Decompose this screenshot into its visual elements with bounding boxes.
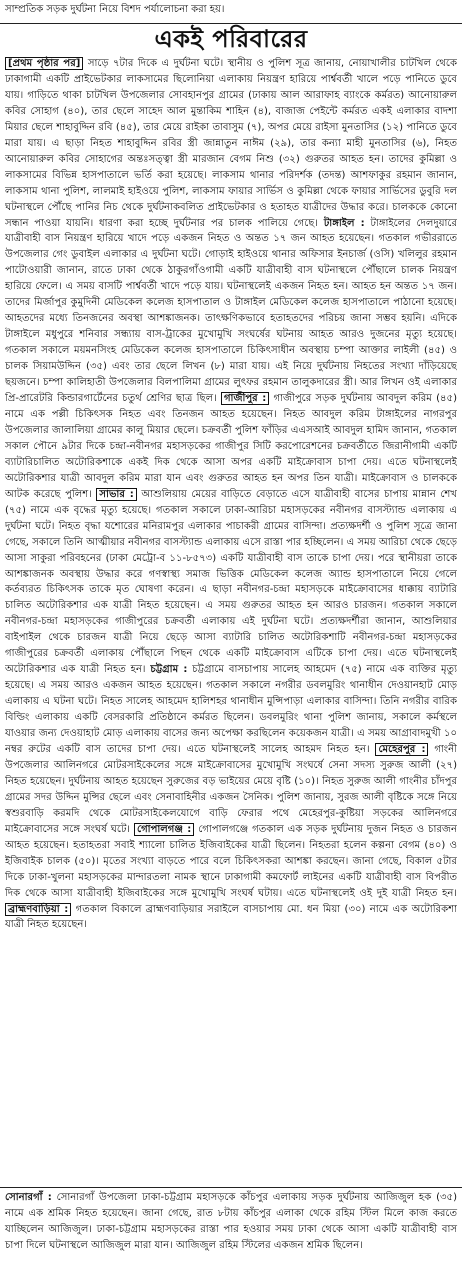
dateline: গোপালগঞ্জ : [134,823,194,836]
section-text: আশুলিয়ায় মেয়ের বাড়িতে বেড়াতে এসে যাত্রীবাহী বাসের চাপায় মান্নান শেখ (৭৫) নামে এক বৃদ্ধের মৃত্যু হয়েছে। গতকাল সকালে ঢাকা-আরিচা মহাসড়কের নবীনগর বাসস্ট্যান্ড এলাকায় এ দুর্ঘটনা ঘটে। নিহত বৃদ্ধা যশোরের মনিরামপুর এলাকার পাচাকরী গ্রামের বাসিন্দা। প্রত্যক্ষদর্শী ও পুলিশ সূত্রে জানা গেছে, সকালে তিনি আত্মীয়ার নবীনগর বাসস্ট্যান্ড এলাকায় এসে রাস্তা পার হচ্ছিলেন। এ সময় আরিচা থেকে ছেড়ে আসা সাকুরা পরিবহনের (ঢাকা মেট্রো-ব ১১-৮৫৭৩) একটি যাত্রীবাহী বাস তাকে চাপা দেয়। পরে স্থানীয়রা তাকে আশঙ্কাজনক অবস্থায় উদ্ধার করে গণস্বাস্থ্য সমাজ ভিত্তিক মেডিকেল কলেজ অ্যান্ড হাসপাতালে নিয়ে গেলে কর্তব্যরত চিকিৎসক তাকে মৃত ঘোষণা করেন। এ ছাড়া নবীনগর-চন্দ্রা মহাসড়কে মাইক্রোবাসের ধাক্কায় ব্যাটারি চালিত অটোরিকশার এক যাত্রী নিহত হয়েছেন। এ সময় গুরুতর আহত হন আরও চারজন। গতকাল সকালে নবীনগর-চন্দ্রা মহাসড়কের গাজীপুরের চক্রবর্তী এলাকায় এই দুর্ঘটনা ঘটে। প্রত্যক্ষদর্শীরা জানান, আশুলিয়ার বাইপাইল থেকে চারজন যাত্রী নিয়ে ছেড়ে আসা ব্যাটারি চালিত অটোরিকশাটি নবীনগর-চন্দ্রা মহাসড়কের গাজীপুরের চক্রবর্তী এলাকায় পৌঁছালে পিছন থেকে একটি মাইক্রোবাস এটিকে চাপা দেয়। এতে ঘটনাস্থলেই অটোরিকশার এক যাত্রী নিহত হন। [5,488,457,676]
dateline: চট্টগ্রাম : [150,664,188,676]
dateline: মেহেরপুর : [375,743,428,756]
section-text: চট্টগ্রামে বাসচাপায় সালেহ আহমেদ (৭৫) নামে এক ব্যক্তির মৃত্যু হয়েছে। এ সময় আরও একজন আহত হয়েছেন। গতকাল সকালে নগরীর ডবলমুরিং থানাধীন দেওয়ানহাট মোড় এলাকায় এ ঘটনা ঘটে। নিহত সালেহ আহমেদ হালিশহর থানাধীন মুন্সিপাড়া এলাকার বাসিন্দা। তিনি নগরীর বারিক বিল্ডিং এলাকায় একটি বেসরকারি প্রতিষ্ঠানে কর্মরত ছিলেন। ডবলমুরিং থানা পুলিশ জানায়, সকালে কর্মস্থলে যাওয়ার জন্য দেওয়াহাট মোড় এলাকায় বাসের জন্য অপেক্ষা করছিলেন কয়েকজন যাত্রী। এ সময় আগ্রাবাদমুখী ১০ নম্বর রুটের একটি বাস তাদের চাপা দেয়। এতে ঘটনাস্থলেই সালেহ আহমদ নিহত হন। [5,664,457,755]
dateline: গাজীপুর : [221,392,269,405]
dateline: টাঙ্গাইল : [323,217,365,229]
section-text: গোপালগঞ্জে গতকাল এক সড়ক দুর্ঘটনায় দুজন নিহত ও চারজন আহত হয়েছেন। হতাহতরা সবাই শ্যালো চালিত ইজিবাইকের যাত্রী ছিলেন। নিহতরা হলেন কল্পনা বেগম (৪০) ও ইজিবাইক চালক (৫০)। মৃতের সংখ্যা বাড়তে পারে বলে চিকিৎসকরা আশঙ্কা করছেন। জানা গেছে, বিকাল ৫টার দিকে ঢাকা-খুলনা মহাসড়কের মান্দারতলা নামক স্থানে ঢাকাগামী কমফোর্ট লাইনের একটি যাত্রীবাহী বাস বিপরীত দিক থেকে আসা যাত্রীবাহী ইজিবাইকের সঙ্গে মুখোমুখি সংঘর্ষ ঘটায়। এতে ঘটনাস্থলেই ওই দুই যাত্রী নিহত হন। [5,823,457,899]
section-chattogram [5,664,457,755]
section-text: গাংনী উপজেলার আলিনগরে মোটরসাইকেলের সঙ্গে মাইক্রোবাসের মুখোমুখি সংঘর্ষে সেনা সদস্য সুরুজ আলী (২৭) নিহত হয়েছেন। দুর্ঘটনায় আহত হয়েছেন সুরুজের বড় ভাইয়ের মেয়ে বৃষ্টি (১০)। নিহত সুরুজ আলী গাংনীর চাঁদপুর গ্রামের সদর উদ্দিন মুন্সির ছেলে এবং সেনাবাহিনীর একজন সৈনিক। পুলিশ জানায়, সুরজ আলী বৃষ্টিকে সঙ্গে নিয়ে স্বশুরবাড়ি করমদি থেকে মোটরসাইকেলযোগে বাড়ি ফেরার পথে মেহেরপুর-কুষ্টিয়া সড়কের আলিনগরে মাইক্রোবাসের সঙ্গে সংঘর্ষ ঘটে। [5,743,457,835]
section-tangail [5,218,457,404]
footer-section [0,1187,462,1284]
article-body [5,56,457,1185]
article-paragraph [5,56,457,933]
continued-label: [প্রথম পৃষ্ঠার পর] [5,57,83,70]
footer-paragraph [5,1190,457,1254]
footer-dateline: সোনারগাঁ : [5,1192,52,1203]
section-savar [5,488,457,675]
section-text: টাঙ্গাইলের দেলদুয়ারে যাত্রীবাহী বাস নিয়ন্ত্রণ হারিয়ে খাদে পড়ে একজন নিহত ও অন্তত ১৭ জন আহত হয়েছেন। গতকাল গভীররাতে উপজেলার গেং ডুবাইল এলাকার এ দুর্ঘটনা ঘটে। গোড়াই হাইওয়ে থানার অফিসার ইনচার্জ (ওসি) খলিলুর রহমান পাটোওয়ারী জানান, রাতে ঢাকা থেকে ঠাকুরগাঁওগামী একটি যাত্রীবাহী বাস ঘটনাস্থলে পৌঁছালে চালক নিয়ন্ত্রণ হারিয়ে ফেলে। এ সময় বাসটি পার্শ্ববর্তী খাদে পড়ে যায়। ঘটনাস্থলেই একজন নিহত হন। আহত হন অন্তত ১৭ জন। তাদের মির্জাপুর কুমুদিনী মেডিকেল কলেজ হাসপাতাল ও টাঙ্গাইল মেডিকেল কলেজ হাসপাতালে পাঠানো হয়েছে। আহতদের মধ্যে তিনজনের অবস্থা আশঙ্কাজনক। তাৎক্ষণিকভাবে হতাহতদের পরিচয় জানা সম্ভব হয়নি। এদিকে টাঙ্গাইলে মধুপুরে শনিবার সন্ধ্যায় বাস-ট্রাকের মুখোমুখি সংঘর্ষের ঘটনায় আহত আরও দুজনের মৃত্যু হয়েছে। গতকাল সকালে ময়মনসিংহ মেডিকেল কলেজ হাসপাতালে চিকিৎসাধীন অবস্থায় চম্পা আক্তার লাইলী (৪৫) ও চালক সিয়ামউদ্দিন (৩৫) এবং তার ছেলে লিখন (৮) মারা যায়। এই নিয়ে দুর্ঘটনায় নিহতের সংখ্যা দাঁড়িয়েছে ছয়জনে। চম্পা কালিহাতী উপজেলার বিলপালিমা গ্রামের লুৎফর রহমান তালুকদারের স্ত্রী। আর লিখন ওই এলাকার প্রি-প্রারেটরি কিন্ডারগার্টেনের চতুর্থ শ্রেণির ছাত্র ছিল। [5,217,457,405]
dateline: সাভার : [96,488,136,501]
dateline: ব্রাহ্মণবাড়িয়া : [5,903,71,916]
section-meherpur [5,743,457,835]
section-brahmanbaria [5,903,457,931]
section-text: গাজীপুরে সড়ক দুর্ঘটনায় আবদুল করিম (৪৫) নামে এক পল্লী চিকিৎসক নিহত এবং তিনজন আহত হয়েছেন। নিহত আবদুল করিম টাঙ্গাইলের নাগরপুর উপজেলার জালালিয়া গ্রামের কালু মিয়ার ছেলে। চক্রবর্তী পুলিশ ফাঁড়ির এএসআই আবদুল হামিদ জানান, গতকাল সকাল পৌনে ৯টার দিকে চন্দ্রা-নবীনগর মহাসড়কের গাজীপুর সিটি করপোরেশনের চক্রবর্তীতে জিরানীগামী একটি ব্যাটারিচালিত অটোরিকশাকে একই দিক থেকে আসা অপর একটি মাইক্রোবাস চাপা দেয়। এতে ঘটনাস্থলেই অটোরিকশার যাত্রী আবদুল করিম মারা যান এবং গুরুতর আহত হন অপর তিন যাত্রী। মাইক্রোবাস ও চালককে আটক করেছে পুলিশ। [5,393,457,500]
intro-line: সাম্প্রতিক সড়ক দুর্ঘটনা নিয়ে বিশদ পর্যালোচনা করা হয়। [0,0,462,24]
headline: একই পরিবারের [154,25,308,53]
section-gazipur [5,392,457,500]
footer-text: সোনারগাঁ উপজেলা ঢাকা-চট্টগ্রাম মহাসড়কে কাঁচপুর এলাকায় সড়ক দুর্ঘটনায় আজিজুল হক (৩৫) নামে এক শ্রমিক নিহত হয়েছেন। জানা গেছে, রাত ৮টায় কাঁচপুর এলাকা থেকে রহিম স্টিল মিলে কাজ করতে যাচ্ছিলেন আজিজুল। ঢাকা-চট্টগ্রাম মহাসড়কের রাস্তা পার হওয়ার সময় ঢাকা থেকে আসা একটি যাত্রীবাহী বাস চাপা দিলে ঘটনাস্থলে আজিজুল মারা যান। আজিজুল রহিম স্টিলের একজন শ্রমিক ছিলেন। [5,1192,457,1251]
lead-text: সাড়ে ৭টার দিকে এ দুর্ঘটনা ঘটে। স্থানীয় ও পুলিশ সূত্র জানায়, নোয়াখালীর চাটখিল থেকে ঢাকাগামী একটি প্রাইভেটকার লাকসামের ছিলোনিয়া এলাকায় নিয়ন্ত্রণ হারিয়ে পার্শ্ববর্তী খালে পড়ে পানিতে ডুবে যায়। গাড়িতে থাকা চাটখিল উপজেলার সোবহানপুর গ্রামের (ঢাকায় আল আরাফাহ ব্যাংকে কর্মরত) আনোয়ারুল কবির সোহাগ (৪০), তার ছেলে সাহেদ আল মুন্তাকিম শাহিন (৪), বাজাজ পেইন্টে কর্মরত একই এলাকার বাদশা মিয়ার ছেলে শাহাবুদ্দিন রবি (৪৫), তার মেয়ে রাইকা তাবাসুম (৭), অপর মেয়ে রাইসা মুনতাসির (১২) পানিতে ডুবে মারা যায়। এ ছাড়া নিহত শাহাবুদ্দিন রবির স্ত্রী জান্নাতুন নাঈম (২৯), তার কন্যা মাহী মুনতাসির (৬), নিহত আনোয়ারুল কবির সোহাগের অন্তঃসত্ত্বা স্ত্রী মারজান বেগম নিশু (৩২) গুরুতর আহত হন। তাদের কুমিল্লা ও লাকসামের বিভিন্ন হাসপাতালে ভর্তি করা হয়েছে। লাকসাম থানার পরিদর্শক (তদন্ত) আশফাকুর রহমান জানান, লাকসাম থানা পুলিশ, লালমাই হাইওয়ে পুলিশ, লাকসাম ফায়ার সার্ভিস ও কুমিল্লা থেকে ফায়ার সার্ভিসের ডুবুরি দল ঘটনাস্থলে পৌঁছে পানির নিচ থেকে দুর্ঘটনাকবলিত প্রাইভেটকার ও হতাহত যাত্রীদের উদ্ধার করে। চালককে কোনো সন্ধান পাওয়া যায়নি। ধারণা করা হচ্ছে দুর্ঘটনার পর চালক পালিয়ে গেছে। [5,58,457,229]
section-text: গতকাল বিকালে ব্রাহ্মণবাড়িয়ার সরাইলে বাসচাপায় মো. ধন মিয়া (৩০) নামে এক অটোরিকশা যাত্রী নিহত হয়েছেন। [5,903,457,931]
